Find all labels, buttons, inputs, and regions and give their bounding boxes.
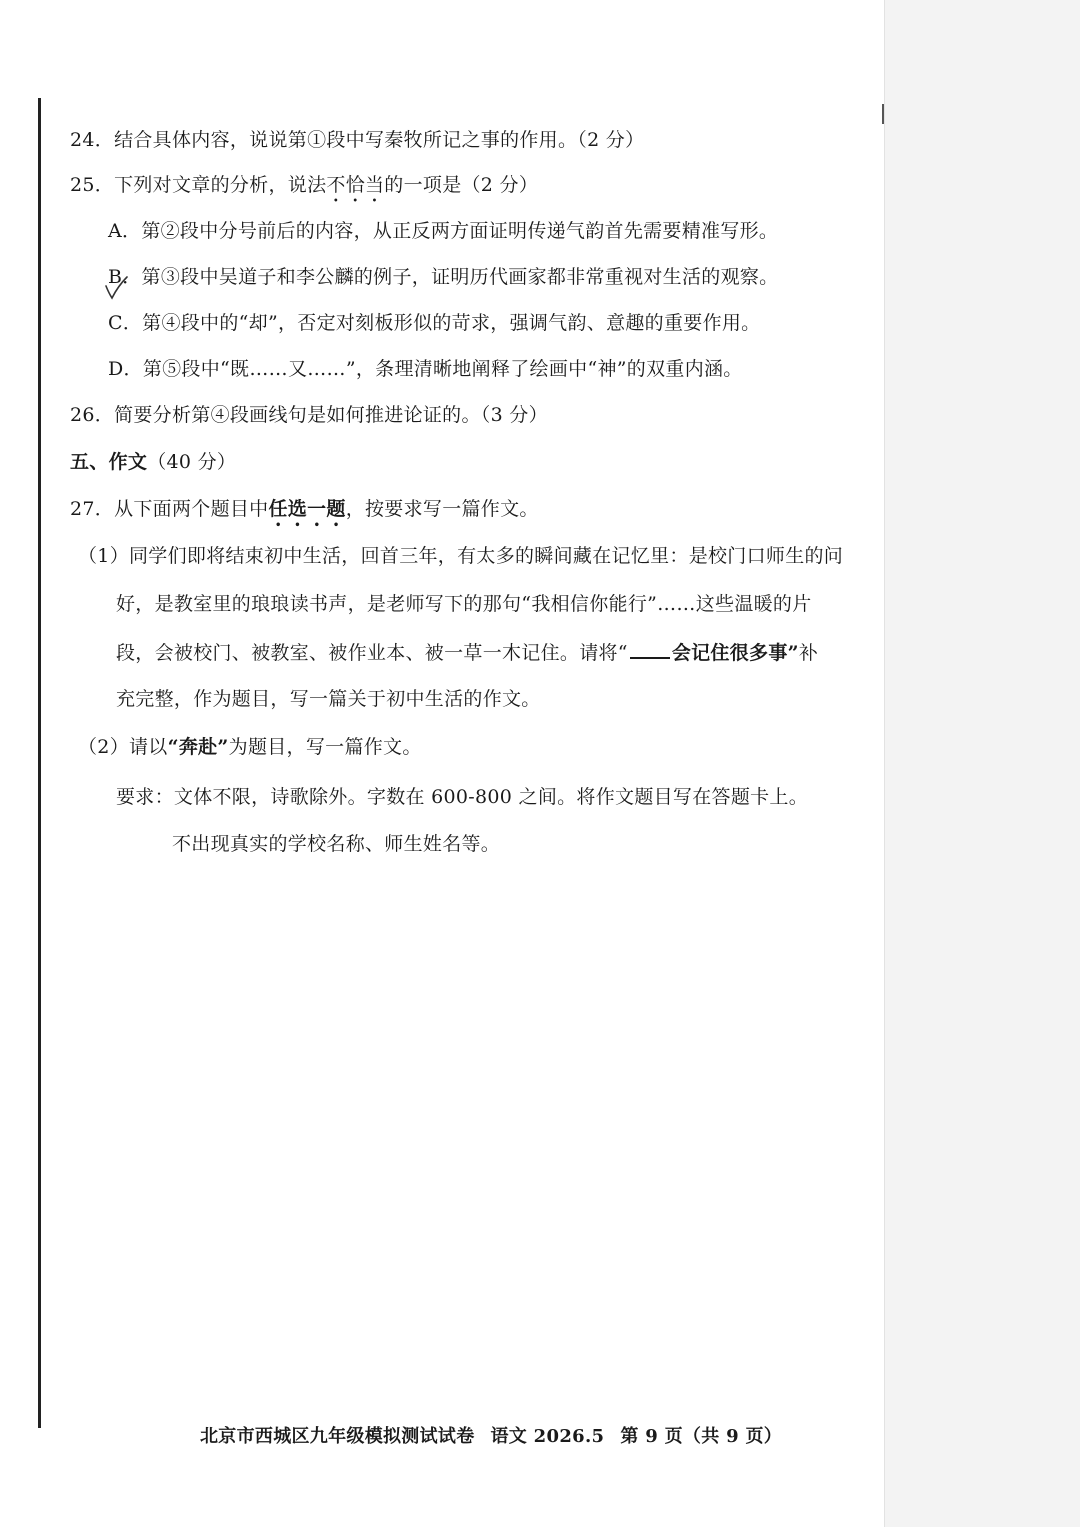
requirements-line-1: 要求：文体不限，诗歌除外。字数在 600-800 之间。将作文题目写在答题卡上。 (116, 786, 809, 808)
option-a: A．第②段中分号前后的内容，从正反两方面证明传递气韵首先需要精准写形。 (108, 220, 779, 242)
prompt-1-line-3-pre: 段，会被校门、被教室、被作业本、被一草一木记住。请将“ (116, 642, 628, 664)
option-b: B．第③段中吴道子和李公麟的例子，证明历代画家都非常重视对生活的观察。 (108, 266, 779, 288)
prompt-2 (78, 734, 422, 760)
option-d: D．第⑤段中“既……又……”，条理清晰地阐释了绘画中“神”的双重内涵。 (108, 358, 743, 380)
prompt-1-title-part: 会记住很多事” (671, 642, 799, 664)
footer-page-number: 第 9 页（共 9 页） (620, 1426, 783, 1447)
binding-line (38, 98, 41, 1428)
footer-subject: 语文 2026.5 (490, 1426, 605, 1447)
scan-margin-shade (884, 0, 1080, 1527)
question-24: 24．结合具体内容，说说第①段中写秦牧所记之事的作用。（2 分） (70, 129, 645, 151)
question-26: 26．简要分析第④段画线句是如何推进论证的。（3 分） (70, 404, 548, 426)
page-footer (200, 1424, 782, 1450)
prompt-2-pre: （2）请以 (78, 736, 168, 758)
prompt-1-line-3 (116, 639, 818, 666)
margin-tick (882, 104, 884, 124)
prompt-2-title: “奔赴” (167, 736, 229, 758)
question-25 (70, 172, 538, 207)
prompt-1-line-1: （1）同学们即将结束初中生活，回首三年，有太多的瞬间藏在记忆里：是校门口师生的问 (78, 545, 844, 567)
section-5-title: 五、作文 (70, 451, 148, 473)
footer-exam-name: 北京市西城区九年级模拟测试试卷 (200, 1426, 475, 1447)
question-25-prefix: 25．下列对文章的分析，说法 (70, 174, 327, 196)
prompt-1-line-3-post: 补 (798, 642, 819, 664)
prompt-2-post: 为题目，写一篇作文。 (228, 736, 422, 758)
section-5-heading (70, 449, 236, 475)
question-27 (70, 496, 539, 531)
question-25-suffix: 的一项是（2 分） (384, 174, 539, 196)
question-27-suffix: ，按要求写一篇作文。 (345, 498, 539, 520)
requirements-line-2: 不出现真实的学校名称、师生姓名等。 (172, 833, 501, 855)
option-c: C．第④段中的“却”，否定对刻板形似的苛求，强调气韵、意趣的重要作用。 (108, 312, 761, 334)
handwritten-check-icon (102, 273, 130, 301)
prompt-1-line-4: 充完整，作为题目，写一篇关于初中生活的作文。 (116, 688, 541, 710)
title-blank (630, 639, 670, 659)
question-27-prefix: 27．从下面两个题目中 (70, 498, 269, 520)
prompt-1-line-2: 好，是教室里的琅琅读书声，是老师写下的那句“我相信你能行”……这些温暖的片 (116, 593, 812, 615)
section-5-score: （40 分） (147, 451, 237, 473)
question-25-emphasis: 不恰当 (326, 174, 385, 196)
question-27-emphasis: 任选一题 (268, 498, 346, 520)
